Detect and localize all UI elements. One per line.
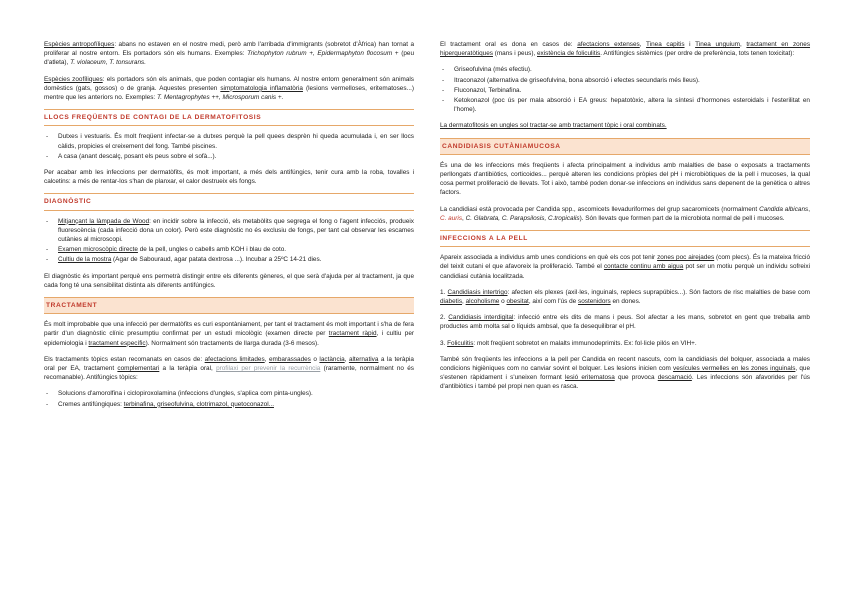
term: Foliculitis (447, 339, 474, 347)
list-item: - Dutxes i vestuaris. És molt freqüent infectar-se a dutxes perquè la pell quees desprèn hi queda acumulada i, en ser llocs càlids, propicies el creixement del fong. També piscines. (44, 132, 414, 150)
text: La candidiasi està provocada per Candida spp., ascomicets llevaduriformes del grup sacaromicets (normalment (440, 205, 760, 213)
text: És molt improbable que una infecció per dermatòfits es curi espontàniament, per tant el tractament és molt important i s'ha de fera partir d'un diagnòstic clínic presumptiu confirmat per un estudi micològic (examen directe per (44, 321, 414, 338)
text: (raramente, normalment no és recomanable). Antifúngics tòpics: (44, 365, 414, 382)
text: que provoca (614, 374, 658, 382)
text: Cremes antifúngiques: (58, 400, 124, 408)
left-column (44, 40, 414, 416)
term: vesícules vermelles en les zones inguinals (673, 365, 796, 373)
text: : els portadors són els animals, que poden contagiar els humans. Al nostre entorn generalment són animals domèstics (gats, gossos) o de granja. Aquestes presenten (44, 75, 414, 92)
term: diabetis (440, 298, 463, 306)
text: a la teràpia oral, (159, 365, 217, 373)
term: afectacions extenses (577, 41, 640, 48)
paragraph-infeccions-final (440, 355, 810, 392)
text: o (310, 355, 320, 363)
text: , que s'estenen ràpidament i s'uneixen formant (440, 365, 811, 382)
text: (lesions vermelloses, eritematoses...) mentre que les anteriors no. Exemples: (44, 84, 414, 102)
text: (mans i peus), (492, 50, 537, 58)
text: ). Normalment són tractaments de llarga durada (3-6 mesos). (145, 339, 319, 347)
examples: Trichophyton rubrum +, Epidermaphyton flocosum + (247, 50, 399, 58)
term: obesitat (506, 298, 529, 306)
paragraph-zoofilics (44, 75, 414, 103)
number: 1. (440, 288, 448, 296)
term: contacte continu amb aigua (603, 263, 684, 271)
list-item: - Ketokonazol (poc ús per mala absorció i EA greus: hepatotòxic, altera la síntesi d'hormones esteroidals i l'esterilitat en l'home). (440, 96, 810, 114)
text: pot ser un motiu perquè un individu sofreixi candidiasi cutània localitzada. (440, 263, 810, 280)
text: de la pell, ungles o cabells amb KOH i blau de coto. (137, 246, 287, 254)
list-item (44, 217, 414, 245)
list-item (44, 255, 414, 264)
text: , (740, 41, 747, 48)
list-oral (440, 65, 810, 114)
text: o (499, 298, 507, 306)
paragraph-intertrigo (440, 288, 810, 306)
paragraph-candidiasis-2 (440, 205, 810, 223)
term: afectacions limitades (204, 355, 265, 363)
text: El tractament oral es dona en casos de: (440, 41, 578, 48)
section-heading-diagnostic: DIAGNÒSTIC (44, 193, 414, 210)
term: lactància (319, 355, 345, 363)
paragraph-oral (440, 40, 810, 58)
list-item (44, 400, 414, 409)
term: descamació (657, 374, 692, 382)
section-heading-infeccions: INFECCIONS A LA PELL (440, 230, 810, 247)
paragraph-infeccions-1 (440, 253, 810, 281)
text: , (639, 41, 647, 48)
text: , (808, 205, 811, 213)
text: en dones. (610, 298, 641, 306)
term-zoofilics: Espècies zoofíliques (44, 75, 103, 83)
text: : infecció entre els dits de mans i peus. Sol afectar a les mans, sobretot en gent que treballa amb productes amb molta sal o líquids ambsal, que fa desequilibrar el pH. (440, 314, 810, 331)
text: ). Són llevats que formen part de la microbiota normal de pell i mucoses. (579, 214, 785, 222)
list-item (44, 245, 414, 254)
text: , i cultiu per epidemiologia i (44, 330, 414, 347)
examples: T. violaceum, T. tonsurans. (70, 59, 146, 67)
paragraph-tractament-2 (44, 355, 414, 383)
text: a la teràpia oral per EA, tractament (44, 355, 414, 373)
term: tractament ràpid (328, 330, 377, 338)
text: (peu d'atleta), (44, 50, 414, 67)
paragraph-foliculitis (440, 339, 810, 348)
list-item: - Solucions d'amorolfina i ciclopiroxolamina (infeccions d'ungles, s'aplica com pinta-ungles). (44, 389, 414, 398)
term: Mitjançant la làmpada de Wood (58, 217, 150, 225)
term: simptomatologia inflamatòria (220, 84, 303, 92)
text: , així com l'ús de (528, 298, 579, 306)
text: i (684, 41, 696, 48)
term: alternativa (348, 355, 379, 363)
text: (Agar de Sabouraud, agar patata dextrosa ...). Incubar a 25ºC 14-21 dies. (111, 256, 322, 264)
term: existència de foliculitis (537, 50, 601, 58)
term: embarassades (268, 355, 311, 363)
term-antropofilics: Espècies antropofíliques (44, 41, 115, 48)
text: : en incidir sobre la infecció, els metabòlits que segrega el fong o l'agent infecciós, produeix fluorescència (cada infecció dona un color). Però este diagnòstic no és exclusiu de fongs, per tant cal observar les escames cutànies al microscopi. (58, 217, 414, 244)
term: terbinafina, griseofulvina, clotrimazol, quetoconazol... (123, 400, 274, 408)
paragraph-persecura: Per acabar amb les infeccions per dermatòfits, és molt important, a més dels antifúngics, tenir cura amb la roba, tovalles i calcetins: a més de rentar-los s'han de planxar, el calor destrueix els fongs. (44, 169, 414, 186)
species-highlight: C. auris (440, 214, 463, 222)
paragraph-diag-important: El diagnòstic és important perquè ens permetrà distingir entre els diferents gèneres, el que serà d'ajuda per al tractament, ja que cada fong té una sensibilitat distinta als diferents antifúngics. (44, 272, 414, 289)
section-heading-candidiasis: CANDIDIASIS CUTÀNIAMUCOSA (440, 138, 810, 155)
paragraph-interdigital (440, 313, 810, 331)
paragraph-ungles: La dermatofitosis en ungles sol tractar-se amb tractament tòpic i oral combinats. (440, 122, 667, 130)
number: 2. (440, 314, 449, 322)
term: Candidiasis intertrigo (447, 288, 508, 296)
paragraph-antropofilics (44, 40, 414, 68)
text: Apareix associada a individus amb unes condicions en què els cos pot tenir (440, 254, 658, 262)
section-heading-tractament: TRACTAMENT (44, 297, 414, 314)
list-item: - Fluconazol, Terbinafina. (440, 86, 810, 95)
text: . Les infeccions són afavorides per l'ús d'antibiòtics i també pel propi nen quan es rasca. (440, 374, 810, 391)
section-heading-llocs: LLOCS FREQÜENTS DE CONTAGI DE LA DERMATOFITOSIS (44, 109, 414, 126)
list-item: - Griseofulvina (més efectiu). (440, 65, 810, 74)
text: Els tractaments tòpics estan recomanats en casos de: (44, 355, 205, 363)
term: Tinea capitis (646, 41, 685, 48)
list-diagnostic (44, 217, 414, 265)
term: Candidiasis interdigital (448, 314, 514, 322)
term: tractament específic (88, 339, 146, 347)
text: (com plecs). És la mateixa fricció del teixit cutani el que afavoreix la proliferació. També el (440, 254, 810, 271)
paragraph-tractament-1 (44, 320, 414, 348)
text: , (264, 355, 269, 363)
species: Candida albicans (759, 205, 809, 213)
term: alcoholisme (465, 298, 500, 306)
text: També són freqüents les infeccions a la pell per Candida en recent nascuts, com la candidiasis del bolquer, associada a males condicions higièniques com no canviar sovint el bolquer. Les lesions inicien com (440, 355, 810, 373)
term: complementari (117, 365, 160, 373)
right-column (440, 40, 810, 399)
term: lesió eritematosa (565, 374, 615, 382)
list-item: - A casa (anant descalç, posant els peus sobre el sofà...). (44, 152, 414, 161)
text: , (462, 298, 466, 306)
term-gray: profilaxi per prevenir la recurrència (216, 365, 321, 373)
term: tractament en zones hiperqueratòtiques (440, 41, 811, 58)
list-topics (44, 389, 414, 408)
text: : afecten els plexes (axil·les, inguinals, replecs suprapúbics...). Són factors de risc malalties de base com (507, 288, 810, 296)
text: , (462, 214, 466, 222)
term: Examen microscòpic directe (58, 246, 138, 254)
term: Cultiu de la mostra (58, 256, 112, 264)
list-item: - Itraconazol (alternativa de griseofulvina, bona absorció i efectes secundaris més lleus). (440, 76, 810, 85)
text: : abans no estaven en el nostre medi, però amb l'arribada d'immigrants (sobretot d'Àfrica) han tornat a proliferar al nostre entorn. Els portadors són els humans. Exemples: (44, 41, 414, 58)
text: , (344, 355, 349, 363)
term: sostenidors (578, 298, 611, 306)
species: C. Glabrata, C. Parapsilosis, C.tropicalis (465, 214, 580, 222)
text: : molt freqüent sobretot en malalts immunodeprimits. Ex: fol·licle pilós en VIH+. (473, 339, 697, 347)
text: . Antifúngics sistèmics (per ordre de preferència, tots tenen toxicitat): (600, 50, 795, 58)
term: zones poc airejades (657, 254, 715, 262)
examples: T. Mentagrophytes ++, Microsporum canis +. (156, 94, 284, 102)
term: Tinea unguium (695, 41, 740, 48)
number: 3. (440, 339, 448, 347)
paragraph-candidiasis-1: És una de les infeccions més freqüents i afecta principalment a individus amb malalties de base o exposats a tractaments perllongats d'antibiòtics, corticoides... perquè alteren les condicions pròpies del pH i microbiòtiques de la pell i mucoses, la qual cosa permet proliferació de llevats. Tot i això, també poden donar-se infeccions en individus sans depenent de la genètica o altres factors. (440, 161, 810, 197)
list-llocs (44, 132, 414, 161)
